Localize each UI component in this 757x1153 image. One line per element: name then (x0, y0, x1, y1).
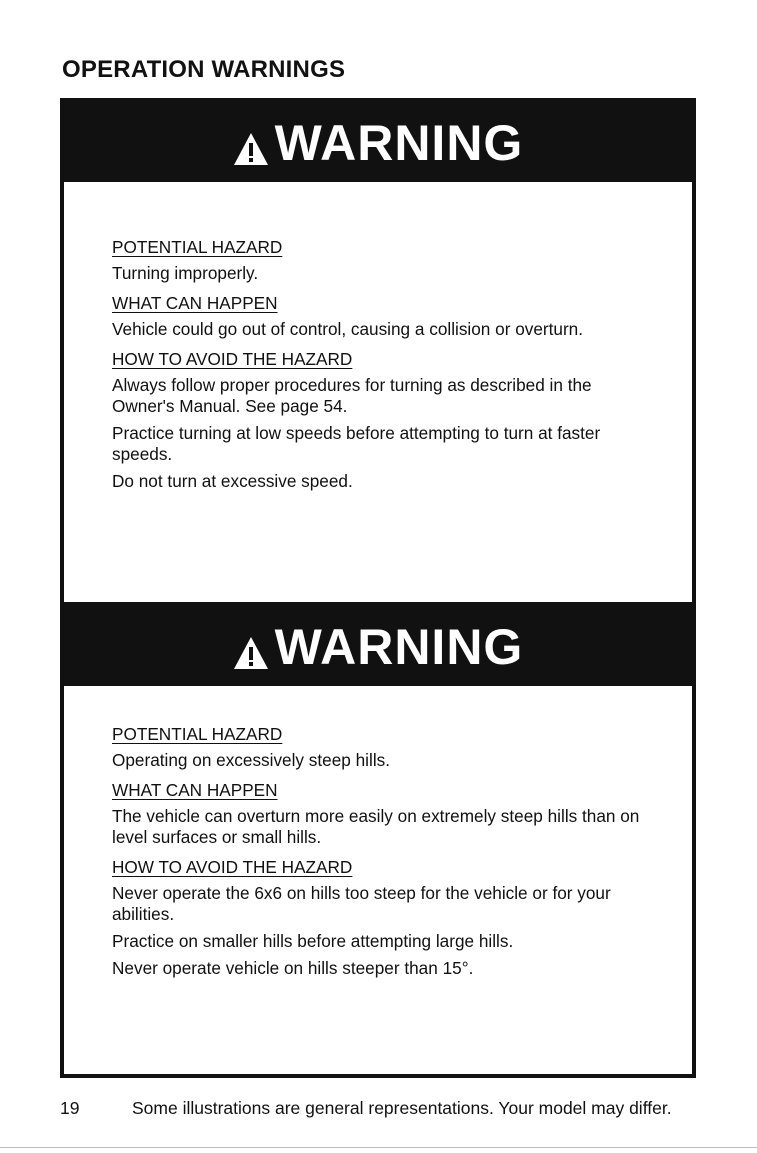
warning-heading: WARNING (274, 619, 524, 675)
warning-box-turning (60, 98, 696, 606)
potential-hazard-text: Turning improperly. (112, 263, 259, 283)
how-to-avoid-text: Never operate the 6x6 on hills too steep for the vehicle or for your abilities. (112, 883, 611, 924)
warning-box-steep-hills (60, 602, 696, 1078)
page-number: 19 (60, 1098, 80, 1118)
how-to-avoid-label: HOW TO AVOID THE HAZARD (112, 857, 353, 877)
how-to-avoid-text: Always follow proper procedures for turning as described in the Owner's Manual. See page 54. (112, 375, 592, 416)
what-can-happen-label: WHAT CAN HAPPEN (112, 780, 278, 800)
section-title: OPERATION WARNINGS (62, 56, 346, 83)
warning-triangle-icon (233, 636, 269, 670)
how-to-avoid-label: HOW TO AVOID THE HAZARD (112, 349, 353, 369)
how-to-avoid-text: Practice turning at low speeds before attempting to turn at faster speeds. (112, 423, 601, 464)
warning-header (60, 602, 696, 686)
what-can-happen-label: WHAT CAN HAPPEN (112, 293, 278, 313)
how-to-avoid-text: Do not turn at excessive speed. (112, 471, 353, 491)
how-to-avoid-text: Never operate vehicle on hills steeper than 15°. (112, 958, 474, 978)
warning-body (64, 182, 652, 492)
potential-hazard-label: POTENTIAL HAZARD (112, 724, 283, 744)
potential-hazard-text: Operating on excessively steep hills. (112, 750, 391, 770)
how-to-avoid-text: Practice on smaller hills before attempting large hills. (112, 931, 514, 951)
bottom-rule (0, 1147, 757, 1148)
what-can-happen-text: The vehicle can overturn more easily on extremely steep hills than on level surfaces or small hills. (112, 806, 640, 847)
what-can-happen-text: Vehicle could go out of control, causing a collision or overturn. (112, 319, 584, 339)
warning-body (64, 686, 652, 979)
footer-note: Some illustrations are general representations. Your model may differ. (132, 1098, 672, 1118)
warning-triangle-icon (233, 132, 269, 166)
warning-heading: WARNING (274, 115, 524, 171)
warning-header (60, 98, 696, 182)
potential-hazard-label: POTENTIAL HAZARD (112, 237, 283, 257)
